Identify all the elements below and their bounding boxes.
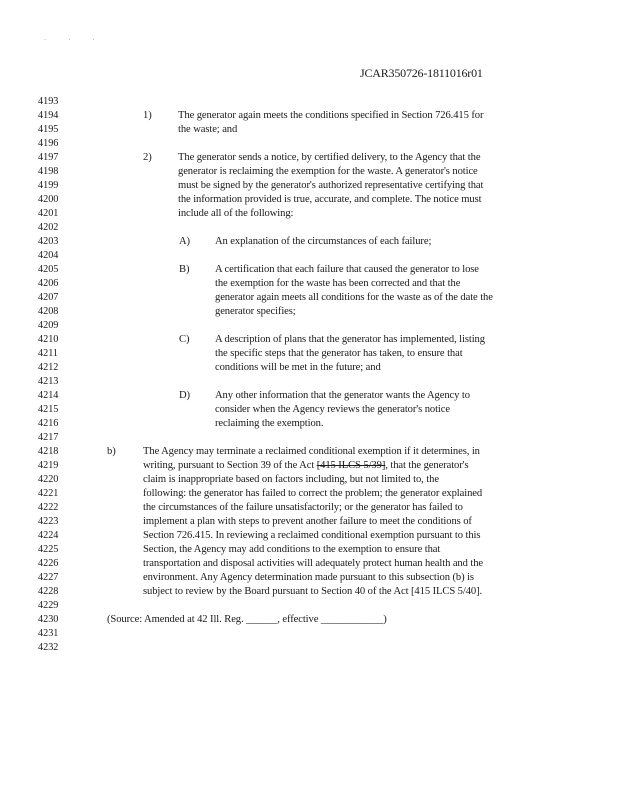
line-number: 4223: [38, 516, 59, 527]
text-line: Any other information that the generator wants the Agency to: [215, 390, 470, 401]
line-number: 4231: [38, 628, 59, 639]
text-line: generator is reclaiming the exemption for the waste. A generator's notice: [178, 166, 478, 177]
line-number: 4228: [38, 586, 59, 597]
line-number: 4210: [38, 334, 59, 345]
line-number: 4203: [38, 236, 59, 247]
text-line: include all of the following:: [178, 208, 294, 219]
line-number: 4214: [38, 390, 59, 401]
line-number: 4216: [38, 418, 59, 429]
text-line: implement a plan with steps to prevent another failure to meet the conditions of: [143, 516, 472, 527]
line-number: 4220: [38, 474, 59, 485]
text-line: The Agency may terminate a reclaimed conditional exemption if it determines, in: [143, 446, 480, 457]
text-line: transportation and disposal activities will adequately protect human health and the: [143, 558, 484, 569]
line-number: 4199: [38, 180, 59, 191]
text-line: the exemption for the waste has been corrected and that the: [215, 278, 461, 289]
line-number: 4215: [38, 404, 59, 415]
text-line: the waste; and: [178, 124, 238, 135]
item-label: b): [107, 446, 116, 457]
text-line: The generator sends a notice, by certified delivery, to the Agency that the: [178, 152, 481, 163]
text-line: A description of plans that the generator has implemented, listing: [215, 334, 485, 345]
item-label: 2): [143, 152, 152, 163]
line-number: 4227: [38, 572, 59, 583]
struck-citation: [415 ILCS 5/39]: [316, 460, 386, 471]
line-number: 4217: [38, 432, 59, 443]
line-number: 4230: [38, 614, 59, 625]
line-number: 4206: [38, 278, 59, 289]
line-number: 4218: [38, 446, 59, 457]
line-number: 4226: [38, 558, 59, 569]
text-line: consider when the Agency reviews the generator's notice: [215, 404, 450, 415]
text-line: The generator again meets the conditions specified in Section 726.415 for: [178, 110, 484, 121]
text-line: following: the generator has failed to correct the problem; the generator explained: [143, 488, 483, 499]
line-number: 4205: [38, 264, 59, 275]
line-number: 4202: [38, 222, 59, 233]
line-number: 4198: [38, 166, 59, 177]
line-number: 4207: [38, 292, 59, 303]
text-line: generator again meets all conditions for the waste as of the date the: [215, 292, 493, 303]
text-line: An explanation of the circumstances of each failure;: [215, 236, 432, 247]
source-note: (Source: Amended at 42 Ill. Reg. ______, effective ____________): [107, 614, 387, 625]
line-number: 4208: [38, 306, 59, 317]
line-number: 4193: [38, 96, 59, 107]
line-number: 4222: [38, 502, 59, 513]
text-line: the specific steps that the generator has taken, to ensure that: [215, 348, 463, 359]
text-line: subject to review by the Board pursuant to Section 40 of the Act [415 ILCS 5/40].: [143, 586, 483, 597]
text-segment: , that the generator's: [385, 460, 469, 471]
item-label: C): [179, 334, 190, 345]
text-line: generator specifies;: [215, 306, 296, 317]
line-number: 4224: [38, 530, 59, 541]
item-label: 1): [143, 110, 152, 121]
line-number: 4195: [38, 124, 59, 135]
item-label: D): [179, 390, 190, 401]
text-segment: writing, pursuant to Section 39 of the Act: [143, 460, 317, 471]
line-number: 4197: [38, 152, 59, 163]
text-line: the information provided is true, accurate, and complete. The notice must: [178, 194, 482, 205]
scan-specks: · · ·: [44, 36, 105, 44]
line-number: 4211: [38, 348, 58, 359]
line-number: 4201: [38, 208, 59, 219]
line-number: 4229: [38, 600, 59, 611]
text-line: reclaiming the exemption.: [215, 418, 324, 429]
text-line: claim is inappropriate based on factors including, but not limited to, the: [143, 474, 439, 485]
text-line: A certification that each failure that caused the generator to lose: [215, 264, 479, 275]
line-number: 4194: [38, 110, 59, 121]
text-line: the circumstances of the failure unsatisfactorily; or the generator has failed to: [143, 502, 463, 513]
line-number: 4209: [38, 320, 59, 331]
text-line: must be signed by the generator's authorized representative certifying that: [178, 180, 484, 191]
line-number: 4232: [38, 642, 59, 653]
line-number: 4204: [38, 250, 59, 261]
line-number: 4213: [38, 376, 59, 387]
document-code: JCAR350726-1811016r01: [360, 66, 483, 80]
line-number: 4212: [38, 362, 59, 373]
line-number: 4225: [38, 544, 59, 555]
text-line-with-strike: [143, 459, 469, 472]
line-number: 4200: [38, 194, 59, 205]
text-line: Section, the Agency may add conditions to the exemption to ensure that: [143, 544, 441, 555]
line-number: 4196: [38, 138, 59, 149]
item-label: A): [179, 236, 190, 247]
text-line: conditions will be met in the future; and: [215, 362, 381, 373]
line-number: 4221: [38, 488, 59, 499]
item-label: B): [179, 264, 190, 275]
text-line: Section 726.415. In reviewing a reclaimed conditional exemption pursuant to this: [143, 530, 481, 541]
line-number: 4219: [38, 460, 59, 471]
text-line: environment. Any Agency determination made pursuant to this subsection (b) is: [143, 572, 474, 583]
